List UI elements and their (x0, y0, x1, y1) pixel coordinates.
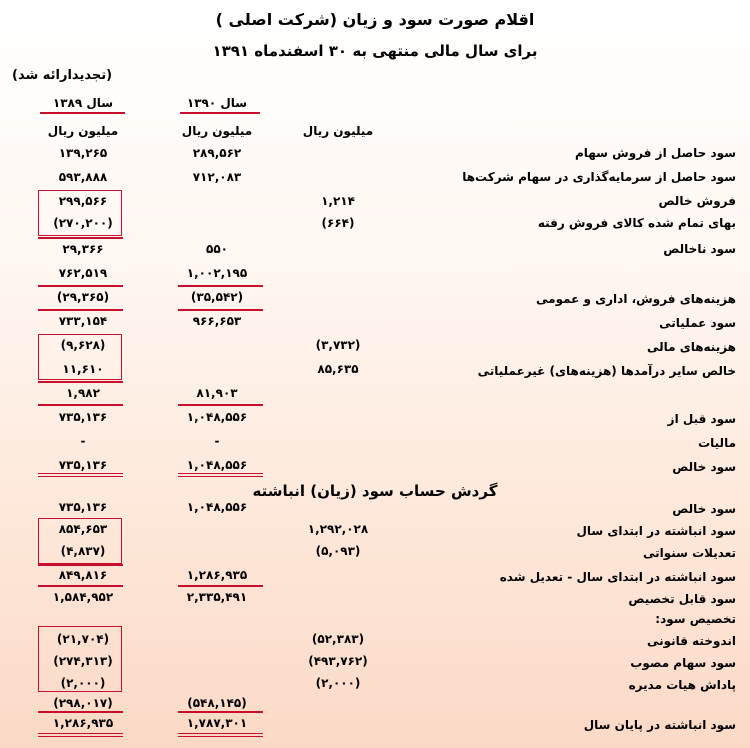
value-1390: ۱,۲۸۶,۹۳۵ (186, 568, 248, 582)
value-1389: ۷۳۳,۱۵۴ (58, 314, 108, 328)
row-label: سود عملیاتی (659, 316, 736, 330)
total-double-line (38, 733, 123, 734)
subtotal-line (178, 585, 263, 587)
row-label: بهای تمام شده کالای فروش رفته (537, 216, 736, 230)
total-double-line (178, 473, 263, 474)
header-year-1389: سال ۱۳۸۹ (52, 96, 114, 110)
value-1390: ۱,۰۰۲,۱۹۵ (186, 266, 248, 280)
value-1389: ۵۹۳,۸۸۸ (58, 170, 108, 184)
row-label: سود انباشته در ابتدای سال - تعدیل شده (499, 570, 736, 584)
value-1390: ۸۱,۹۰۳ (196, 386, 238, 400)
value-detail: (۲,۰۰۰) (315, 676, 361, 690)
value-detail: ۱,۲۹۲,۰۲۸ (307, 522, 369, 536)
value-1390: (۵۴۸,۱۴۵) (187, 696, 247, 710)
row-label: سود انباشته در ابتدای سال (576, 524, 736, 538)
total-double-line (178, 736, 263, 737)
value-detail: (۳,۷۳۲) (315, 338, 361, 352)
row-label: سود خالص (672, 502, 736, 516)
row-label: سود سهام مصوب (630, 656, 736, 670)
value-1389: (۲۱,۷۰۴) (56, 632, 110, 646)
row-label: هزینه‌های فروش، اداری و عمومی (536, 292, 736, 306)
row-label: سود حاصل از فروش سهام (574, 146, 736, 160)
value-1390: ۲,۳۳۵,۴۹۱ (186, 590, 248, 604)
value-1390: ۱,۰۴۸,۵۵۶ (186, 410, 248, 424)
subtotal-line (178, 309, 263, 311)
value-1389: (۴,۸۳۷) (60, 544, 106, 558)
row-label: سود ناخالص (663, 242, 736, 256)
value-1389: ۱,۵۸۴,۹۵۲ (52, 590, 114, 604)
value-1389: ۸۵۴,۶۵۳ (58, 522, 108, 536)
value-1389: ۲۹۹,۵۶۶ (58, 194, 108, 208)
row-label: تخصیص سود: (655, 612, 736, 626)
unit-label-col2: میلیون ریال (181, 124, 253, 138)
row-label: سود قابل تخصیص (628, 592, 736, 606)
value-1389: ۱,۹۸۲ (66, 386, 100, 400)
row-label: هزینه‌های مالی (646, 340, 736, 354)
value-1389: ۲۹,۳۶۶ (62, 242, 104, 256)
total-double-line (38, 476, 123, 477)
value-1389: ۷۶۲,۵۱۹ (58, 266, 108, 280)
value-detail: (۶۶۴) (321, 216, 355, 230)
value-1389: ۷۳۵,۱۳۶ (58, 458, 108, 472)
value-1390: ۱,۰۴۸,۵۵۶ (186, 458, 248, 472)
value-1390: ۱,۷۸۷,۳۰۱ (186, 716, 248, 730)
statement-title: اقلام صورت سود و زیان (شرکت اصلی ) (215, 10, 535, 29)
value-1389: (۲۹۸,۰۱۷) (53, 696, 113, 710)
highlight-box (38, 334, 122, 380)
subtotal-line (38, 711, 123, 713)
value-1389: - (80, 434, 86, 448)
value-1389: ۱۳۹,۲۶۵ (58, 146, 108, 160)
value-detail: ۸۵,۶۳۵ (317, 362, 359, 376)
subtotal-line (38, 381, 123, 383)
header-year-1390: سال ۱۳۹۰ (186, 96, 248, 110)
value-1389: ۱,۲۸۶,۹۳۵ (52, 716, 114, 730)
header-underline-1390 (180, 112, 260, 114)
section2-title: گردش حساب سود (زیان) انباشته (252, 482, 498, 500)
row-label: سود انباشته در پایان سال (583, 718, 736, 732)
value-detail: (۴۹۳,۷۶۲) (308, 654, 368, 668)
value-1389: (۲۹,۳۶۵) (56, 290, 110, 304)
value-1390: (۳۵,۵۴۲) (190, 290, 244, 304)
value-1390: - (214, 434, 220, 448)
value-detail: (۵,۰۹۳) (315, 544, 361, 558)
value-1389: ۱۱,۶۱۰ (62, 362, 104, 376)
value-1389: (۲,۰۰۰) (60, 676, 106, 690)
value-1389: ۷۳۵,۱۳۶ (58, 500, 108, 514)
value-detail: ۱,۲۱۴ (321, 194, 355, 208)
value-1390: ۱,۰۴۸,۵۵۶ (186, 500, 248, 514)
value-1390: ۲۸۹,۵۶۲ (192, 146, 242, 160)
subtotal-line (178, 285, 263, 287)
value-1390: ۵۵۰ (206, 242, 228, 256)
value-1390: ۷۱۲,۰۸۳ (192, 170, 242, 184)
value-1389: (۹,۶۲۸) (60, 338, 106, 352)
row-label: مالیات (698, 436, 736, 450)
row-label: سود حاصل از سرمایه‌گذاری در سهام شرکت‌ها (462, 170, 736, 184)
row-label: سود خالص (672, 460, 736, 474)
subtotal-line (38, 585, 123, 587)
subtotal-line (38, 564, 123, 566)
restated-note: (تجدیدارائه شد) (12, 68, 113, 83)
value-1389: (۲۷۰,۲۰۰) (53, 216, 113, 230)
value-detail: (۵۲,۳۸۳) (311, 632, 365, 646)
unit-label-col3: میلیون ریال (47, 124, 119, 138)
subtotal-line (38, 237, 123, 239)
row-label: تعدیلات سنواتی (642, 546, 736, 560)
row-label: فروش خالص (658, 194, 736, 208)
subtotal-line (38, 404, 123, 406)
statement-subtitle: برای سال مالی منتهی به ۳۰ اسفندماه ۱۳۹۱ (212, 42, 538, 60)
total-double-line (178, 476, 263, 477)
total-double-line (38, 473, 123, 474)
value-1389: ۸۴۹,۸۱۶ (58, 568, 108, 582)
header-underline-1389 (40, 112, 125, 114)
subtotal-line (38, 285, 123, 287)
row-label: سود قبل از (667, 412, 736, 426)
value-1390: ۹۶۶,۶۵۳ (192, 314, 242, 328)
unit-label-col1: میلیون ریال (302, 124, 374, 138)
subtotal-line (38, 309, 123, 311)
subtotal-line (178, 404, 263, 406)
row-label: پاداش هیات مدیره (628, 678, 736, 692)
subtotal-line (178, 711, 263, 713)
row-label: اندوخته قانونی (646, 634, 736, 648)
row-label: خالص سایر درآمدها (هزینه‌های) غیرعملیاتی (477, 364, 736, 378)
total-double-line (38, 736, 123, 737)
total-double-line (178, 733, 263, 734)
highlight-box (38, 626, 122, 692)
value-1389: (۲۷۴,۳۱۳) (53, 654, 113, 668)
value-1389: ۷۳۵,۱۳۶ (58, 410, 108, 424)
highlight-box (38, 190, 122, 236)
highlight-box (38, 518, 122, 564)
